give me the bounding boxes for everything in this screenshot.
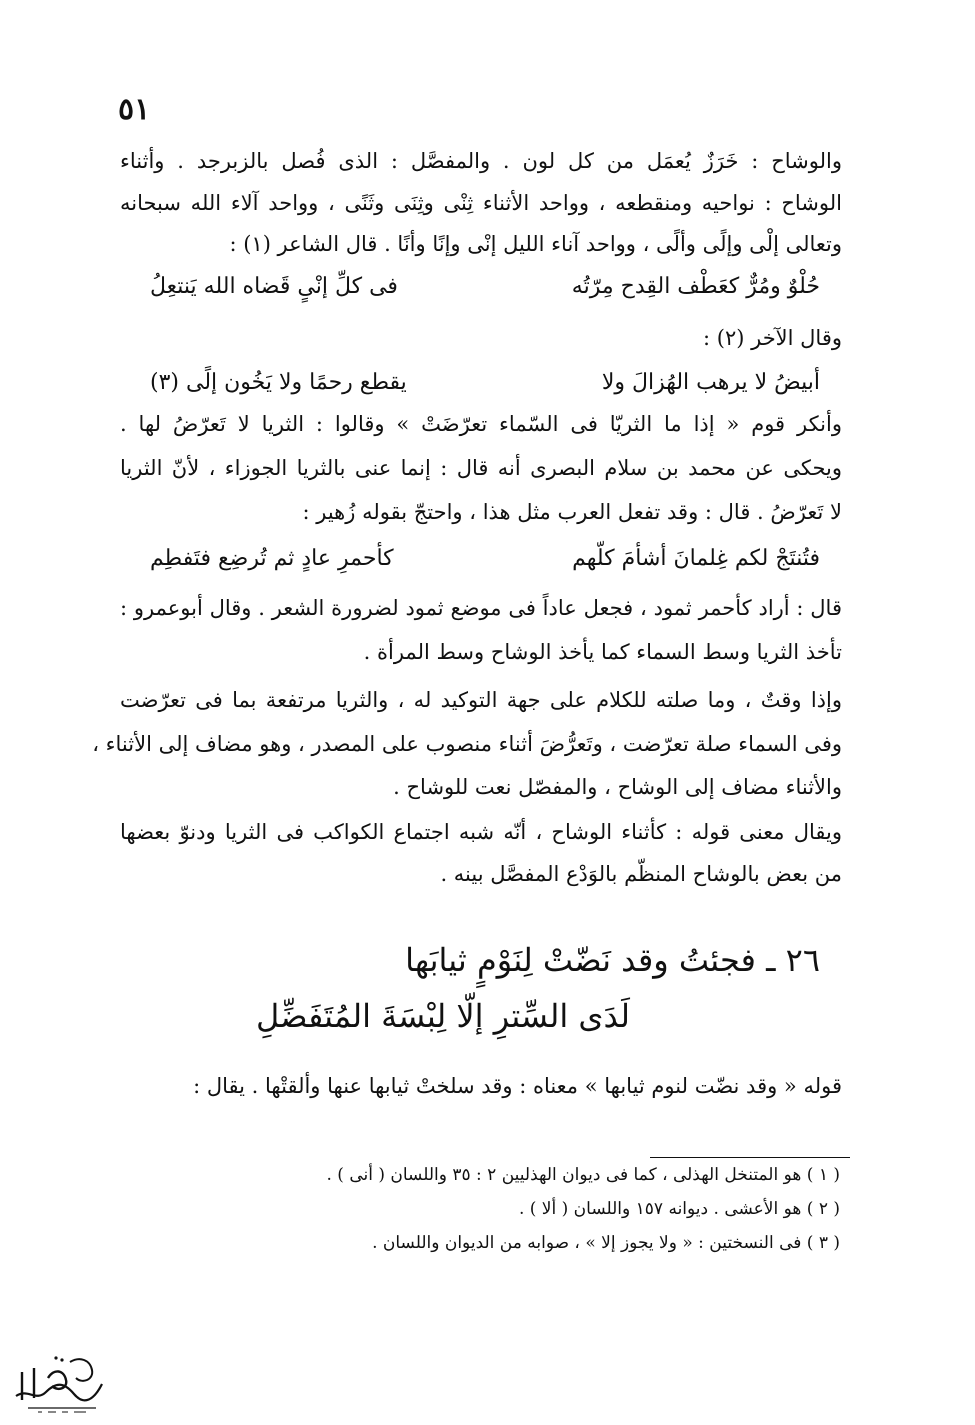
verse — [150, 368, 820, 398]
headline-verse-second: لَدَى السِّترِ إلّا لِبْسَةَ المُتَفَضِّلِ — [256, 997, 630, 1035]
text-line: وإذا وقتٌ ، وما صلته للكلام على جهة التوكيد له ، والثريا مرتفعة بما فى تعرّضت — [120, 688, 842, 712]
text-line: والوشاح : خَرَزٌ يُعمَل من كل لون . والمفصَّل : الذى فُصل بالزبرجد . وأثناء — [120, 149, 842, 173]
library-stamp-logo — [8, 1338, 108, 1418]
text-line: وتعالى إلْى وإلًى وألًى ، وواحد آناء الليل إنْى وإنًا وأنًا . قال الشاعر (١) : — [229, 232, 842, 256]
text-line: لا تَعرّضُ . قال : وقد تفعل العرب مثل هذا ، واحتجّ بقوله زُهير : — [302, 500, 842, 524]
footnote-separator — [650, 1157, 850, 1158]
text-line: قال : أراد كأحمر ثمود ، فجعل عاداً فى موضع ثمود لضرورة الشعر . وقال أبوعمرو : — [120, 596, 842, 620]
headline-verse-first: ٢٦ ـ فجئتُ وقد نَضّتْ لِنَوْمٍ ثيابَها — [405, 941, 820, 979]
commentary-line: قوله « وقد نضّت لنوم ثيابها » معناه : وقد سلختْ ثيابها عنها وألقتْها . يقال : — [193, 1074, 842, 1098]
verse-first-hemistich: أبيضُ لا يرهب الهُزالَ ولا — [601, 370, 820, 395]
verse-second-hemistich: كأحمرِ عادٍ ثم تُرضِع فتَفطِم — [150, 546, 394, 571]
text-line: من بعض بالوشاح المنظّم بالوَدْع المفصَّل بينه . — [440, 862, 842, 886]
text-line: ويقال معنى قوله : كأثناء الوشاح ، أنّه شبه اجتماع الكواكب فى الثريا ودنوّ بعضها — [120, 820, 842, 844]
verse-second-hemistich: فى كلِّ إنْىٍ قَضاه الله يَنتعِلُ — [150, 274, 398, 299]
footnote: ( ٢ ) هو الأعشى . ديوانه ١٥٧ واللسان ( ألا ) . — [518, 1199, 840, 1219]
text-line: وقال الآخر (٢) : — [703, 326, 842, 350]
footnote: ( ١ ) هو المتنخل الهذلى ، كما فى ديوان الهذليين ٢ : ٣٥ واللسان ( أنى ) . — [326, 1165, 840, 1185]
text-line: تأخذ الثريا وسط السماء كما يأخذ الوشاح وسط المرأة . — [363, 640, 842, 664]
text-line: وفى السماء صلة تعرّضت ، وتَعرُّضَ أثناء منصوب على المصدر ، وهو مضاف إلى الأثناء ، — [92, 732, 842, 756]
text-line: وأنكر قوم « إذا ما الثريّا فى السّماء تعرّضَتْ » وقالوا : الثريا لا تَعرّضُ لها . — [120, 412, 842, 436]
verse-first-hemistich: حُلْوٌ ومُرٌّ كعَطْف القِدح مِرّتُه — [571, 274, 820, 299]
text-line: الوشاح : نواحيه ومنقطعه ، وواحد الأثناء ثِنْى وثِنَى وثَنًى ، وواحد آلاء الله سبحانه — [120, 191, 842, 215]
verse-first-hemistich: فتُنتَجْ لكم غِلمانَ أشأمَ كلّهم — [572, 546, 820, 571]
verse — [150, 272, 820, 302]
text-line: والأثناء مضاف إلى الوشاح ، والمفصّل نعت للوشاح . — [393, 775, 842, 799]
footnote: ( ٣ ) فى النسختين : « ولا يجوز إلا » ، صوابه من الديوان واللسان . — [372, 1233, 840, 1253]
verse — [150, 544, 820, 574]
page-number: ٥١ — [118, 92, 151, 127]
text-line: ويحكى عن محمد بن سلام البصرى أنه قال : إنما عنى بالثريا الجوزاء ، لأنّ الثريا — [120, 456, 842, 480]
verse-second-hemistich: يقطع رحمًا ولا يَخُون إلًى (٣) — [150, 370, 407, 395]
